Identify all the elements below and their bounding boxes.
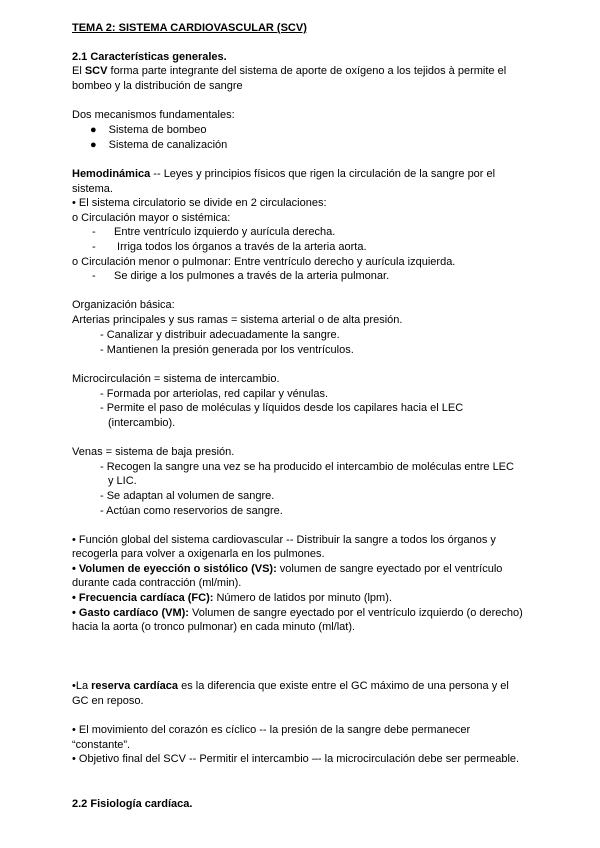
venas-line: Venas = sistema de baja presión. <box>72 446 235 458</box>
hemodinamica-line2: sistema. <box>72 183 113 195</box>
list-item-continuation: (intercambio). <box>108 417 176 429</box>
list-item: - Permite el paso de moléculas y líquidos desde los capilares hacia el LEC <box>100 402 464 414</box>
list-item: - Se adaptan al volumen de sangre. <box>100 490 275 502</box>
circulation-intro: • El sistema circulatorio se divide en 2 circulaciones: <box>72 197 327 209</box>
volumen-eyeccion-line2: durante cada contracción (ml/min). <box>72 577 242 589</box>
organization-title: Organización básica: <box>72 299 175 311</box>
circulation-mayor: o Circulación mayor o sistémica: <box>72 212 231 224</box>
section-heading-2-2: 2.2 Fisiología cardíaca. <box>72 798 193 810</box>
reserva-cardiaca-line2: GC en reposo. <box>72 695 144 707</box>
list-item: - Recogen la sangre una vez se ha producido el intercambio de moléculas entre LEC <box>100 461 514 473</box>
list-item: - Formada por arteriolas, red capilar y vénulas. <box>100 388 329 400</box>
arterias-line: Arterias principales y sus ramas = sistema arterial o de alta presión. <box>72 314 403 326</box>
list-item: - Irriga todos los órganos a través de la arteria aorta. <box>92 241 367 253</box>
paragraph-intro: El SCV forma parte integrante del sistema de aporte de oxígeno a los tejidos à permite el <box>72 65 507 77</box>
list-item: - Canalizar y distribuir adecuadamente la sangre. <box>100 329 340 341</box>
list-item: - Actúan como reservorios de sangre. <box>100 505 283 517</box>
movimiento-corazon-line2: “constante”. <box>72 739 131 751</box>
paragraph-intro-line2: bombeo y la distribución de sangre <box>72 80 243 92</box>
reserva-cardiaca: •La reserva cardíaca es la diferencia que existe entre el GC máximo de una persona y el <box>72 680 509 692</box>
funcion-global: • Función global del sistema cardiovascular -- Distribuir la sangre a todos los órganos y <box>72 534 496 546</box>
list-item: - Se dirige a los pulmones a través de la arteria pulmonar. <box>92 270 390 282</box>
gasto-cardiaco: • Gasto cardíaco (VM): Volumen de sangre eyectado por el ventrículo izquierdo (o derecho) <box>72 607 523 619</box>
document-title: TEMA 2: SISTEMA CARDIOVASCULAR (SCV) <box>72 22 307 34</box>
list-item: ● Sistema de canalización <box>90 139 228 151</box>
funcion-global-line2: recogerla para volver a oxigenarla en los pulmones. <box>72 548 325 560</box>
objetivo-final: • Objetivo final del SCV -- Permitir el intercambio –- la microcirculación debe ser permeable. <box>72 753 520 765</box>
section-heading-2-1: 2.1 Características generales. <box>72 51 227 63</box>
list-item: ● Sistema de bombeo <box>90 124 207 136</box>
list-item: - Mantienen la presión generada por los ventrículos. <box>100 344 354 356</box>
circulation-menor: o Circulación menor o pulmonar: Entre ventrículo derecho y aurícula izquierda. <box>72 256 456 268</box>
hemodinamica-definition: Hemodinámica -- Leyes y principios físicos que rigen la circulación de la sangre por el <box>72 168 496 180</box>
volumen-eyeccion: • Volumen de eyección o sistólico (VS): volumen de sangre eyectado por el ventrículo <box>72 563 503 575</box>
frecuencia-cardiaca: • Frecuencia cardíaca (FC): Número de latidos por minuto (lpm). <box>72 592 392 604</box>
mechanisms-intro: Dos mecanismos fundamentales: <box>72 109 235 121</box>
list-item: - Entre ventrículo izquierdo y aurícula derecha. <box>92 226 336 238</box>
list-item-continuation: y LIC. <box>108 475 137 487</box>
microcirculation-line: Microcirculación = sistema de intercambio. <box>72 373 280 385</box>
movimiento-corazon: • El movimiento del corazón es cíclico -- la presión de la sangre debe permanecer <box>72 724 471 736</box>
gasto-cardiaco-line2: hacia la aorta (o tronco pulmonar) en cada minuto (ml/lat). <box>72 621 356 633</box>
